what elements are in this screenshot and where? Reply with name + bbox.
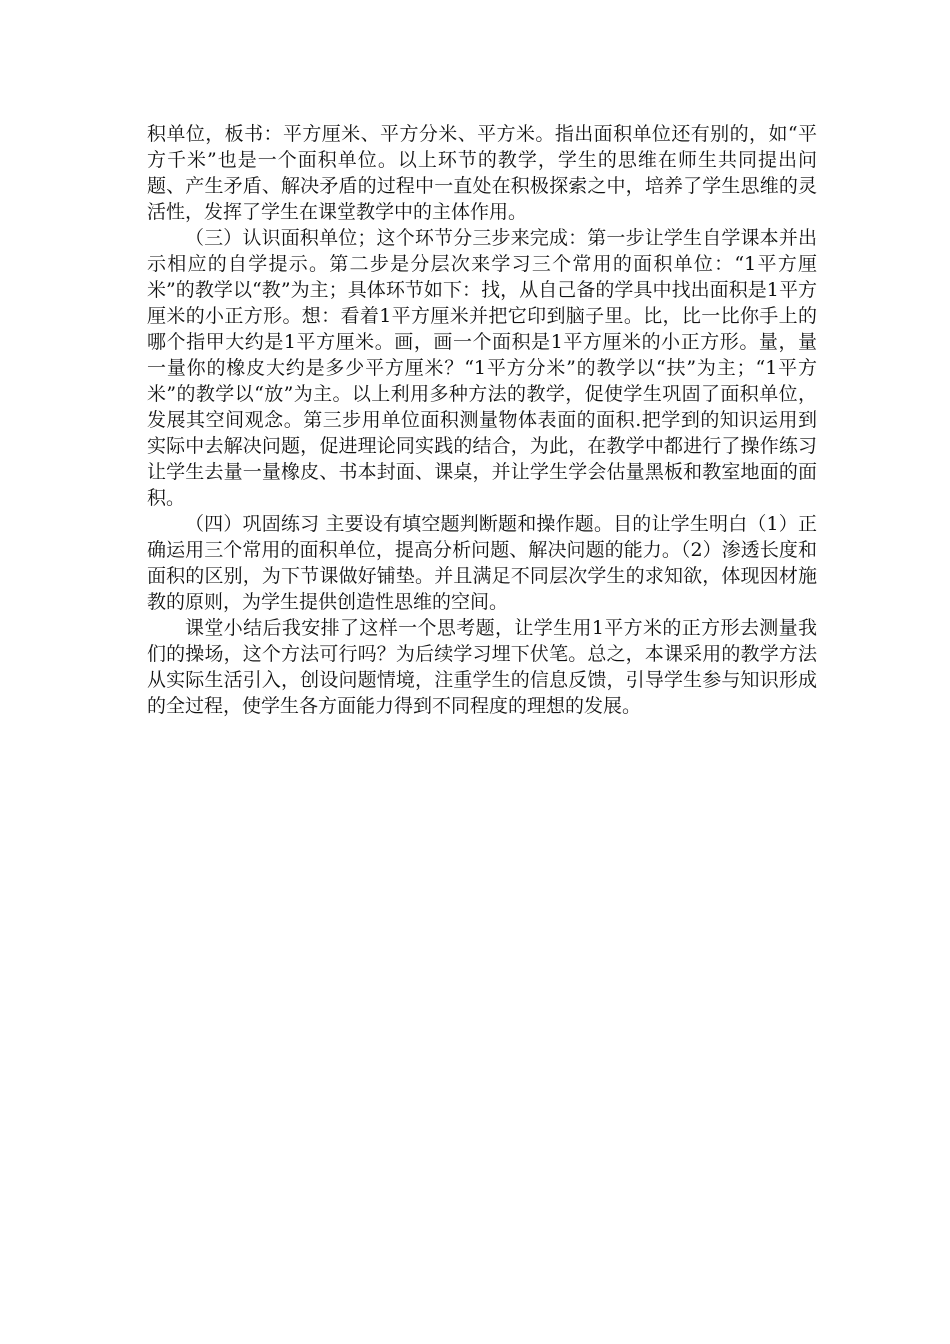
paragraph-summary: 课堂小结后我安排了这样一个思考题，让学生用1平方米的正方形去测量我们的操场，这个方法可行吗？为后续学习埋下伏笔。总之，本课采用的教学方法从实际生活引入，创设问题情境，注重学生的信息反馈，引导学生参与知识形成的全过程，使学生各方面能力得到不同程度的理想的发展。	[147, 617, 817, 717]
paragraph-section-four: （四）巩固练习 主要设有填空题判断题和操作题。目的让学生明白（1）正确运用三个常用的面积单位，提高分析问题、解决问题的能力。（2）渗透长度和面积的区别，为下节课做好铺垫。并且满足不同层次学生的求知欲，体现因材施教的原则，为学生提供创造性思维的空间。	[147, 513, 817, 613]
paragraph-continuation: 积单位，板书：平方厘米、平方分米、平方米。指出面积单位还有别的，如“平方千米”也是一个面积单位。以上环节的教学，学生的思维在师生共同提出问题、产生矛盾、解决矛盾的过程中一直处在积极探索之中，培养了学生思维的灵活性，发挥了学生在课堂教学中的主体作用。	[147, 123, 817, 223]
paragraph-section-three: （三）认识面积单位；这个环节分三步来完成：第一步让学生自学课本并出示相应的自学提示。第二步是分层次来学习三个常用的面积单位：“1平方厘米”的教学以“教”为主；具体环节如下：找，从自己备的学具中找出面积是1平方厘米的小正方形。想：看着1平方厘米并把它印到脑子里。比，比一比你手上的哪个指甲大约是1平方厘米。画，画一个面积是1平方厘米的小正方形。量，量一量你的橡皮大约是多少平方厘米？“1平方分米”的教学以“扶”为主；“1平方米”的教学以“放”为主。以上利用多种方法的教学，促使学生巩固了面积单位，发展其空间观念。第三步用单位面积测量物体表面的面积.把学到的知识运用到实际中去解决问题，促进理论同实践的结合，为此，在教学中都进行了操作练习让学生去量一量橡皮、书本封面、课桌，并让学生学会估量黑板和教室地面的面积。	[147, 227, 817, 509]
document-body	[147, 121, 817, 719]
